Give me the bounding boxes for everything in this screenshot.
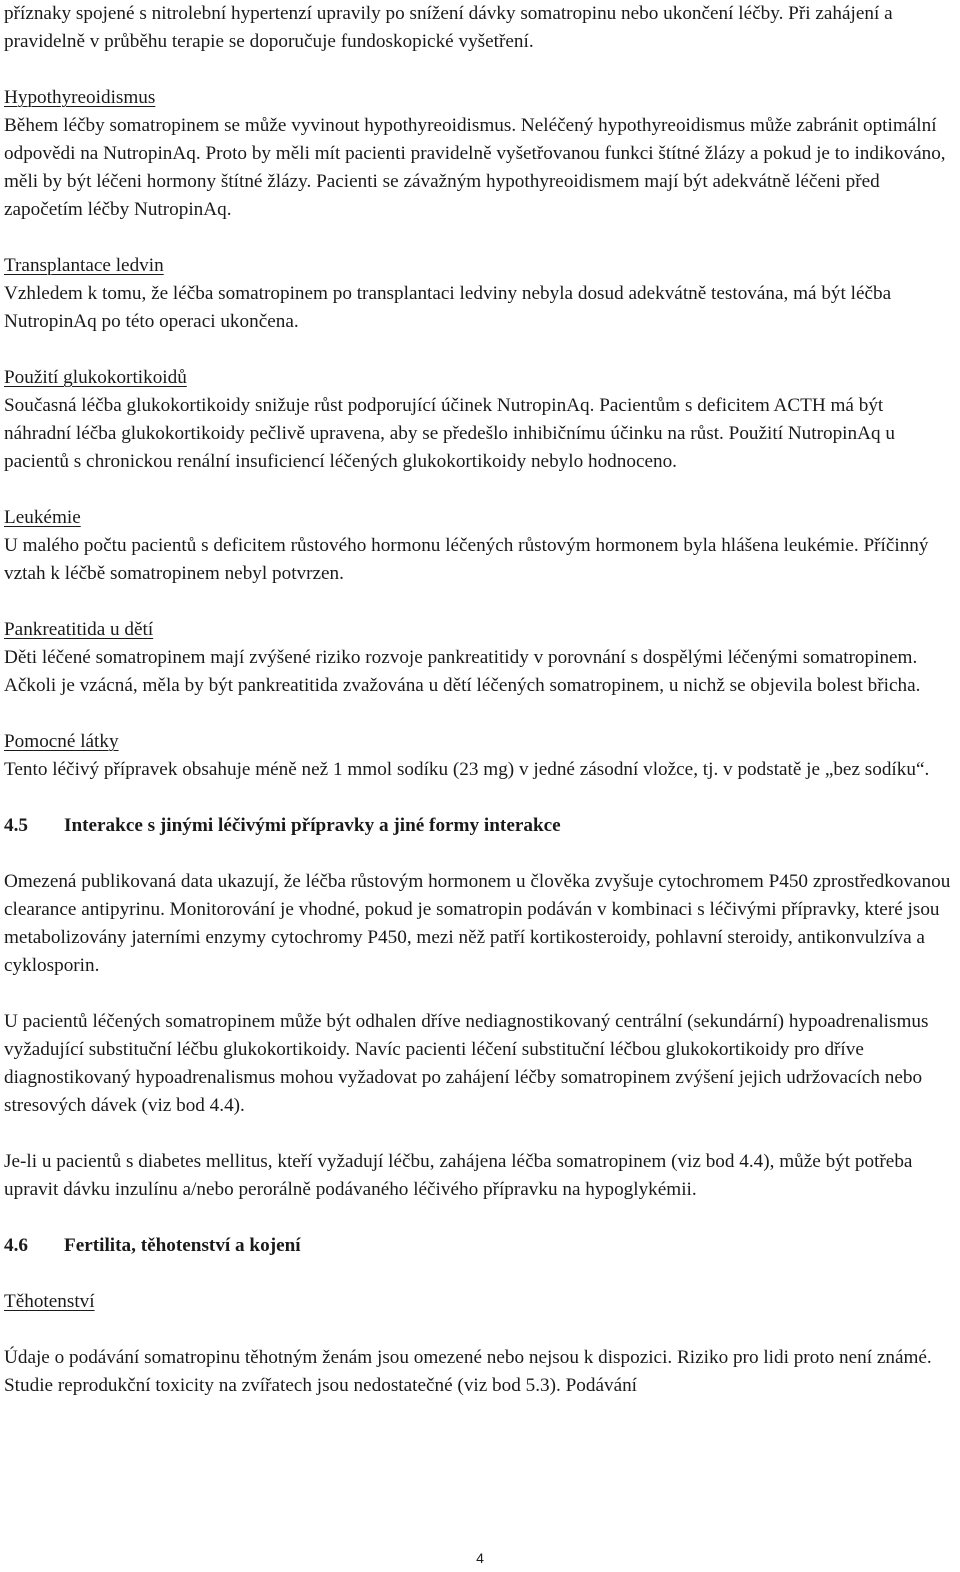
section-4-6 bbox=[4, 1232, 954, 1400]
excipients-block bbox=[4, 728, 954, 784]
pancreatitis-block bbox=[4, 616, 954, 700]
leukemia-heading: Leukémie bbox=[4, 507, 81, 528]
glucocorticoids-block bbox=[4, 364, 954, 476]
pregnancy-text: Údaje o podávání somatropinu těhotným ženám jsou omezené nebo nejsou k dispozici. Riziko pro lidi proto není známé. Studie reprodukční toxicity na zvířatech jsou nedostatečné (viz bod 5.3). Podávání bbox=[4, 1347, 932, 1396]
page-number: 4 bbox=[476, 1550, 484, 1566]
hypothyroid-block bbox=[4, 84, 954, 224]
leukemia-text: U malého počtu pacientů s deficitem růstového hormonu léčených růstovým hormonem byla hlášena leukémie. Příčinný vztah k léčbě somatropinem nebyl potvrzen. bbox=[4, 535, 929, 584]
excipients-text: Tento léčivý přípravek obsahuje méně než 1 mmol sodíku (23 mg) v jedné zásodní vložce, tj. v podstatě je „bez sodíku“. bbox=[4, 759, 930, 780]
hypothyroid-heading: Hypothyreoidismus bbox=[4, 87, 156, 108]
transplant-block bbox=[4, 252, 954, 336]
pregnancy-heading: Těhotenství bbox=[4, 1291, 95, 1312]
section-4-5-number: 4.5 bbox=[4, 815, 28, 836]
glucocorticoids-text: Současná léčba glukokortikoidy snižuje růst podporující účinek NutropinAq. Pacientům s deficitem ACTH má být náhradní léčba glukokortikoidy pečlivě upravena, aby se předešlo inhibičnímu účinku na růst. Použití NutropinAq u pacientů s chronickou renální insuficiencí léčených glukokortikoidy nebylo hodnoceno. bbox=[4, 395, 895, 472]
section-4-6-number: 4.6 bbox=[4, 1235, 28, 1256]
transplant-text: Vzhledem k tomu, že léčba somatropinem po transplantaci ledviny nebyla dosud adekvátně testována, má být léčba NutropinAq po této operaci ukončena. bbox=[4, 283, 892, 332]
section-4-6-title bbox=[4, 1232, 954, 1260]
pancreatitis-text: Děti léčené somatropinem mají zvýšené riziko rozvoje pankreatitidy v porovnání s dospělými léčenými somatropinem. Ačkoli je vzácná, měla by být pankreatitida zvažována u dětí léčených somatropinem, u nichž se objevila bolest břicha. bbox=[4, 647, 921, 696]
glucocorticoids-heading: Použití glukokortikoidů bbox=[4, 367, 187, 388]
section-4-5 bbox=[4, 812, 954, 1204]
section-4-5-heading: Interakce s jinými léčivými přípravky a jiné formy interakce bbox=[64, 815, 561, 836]
intro-paragraph: příznaky spojené s nitrolební hypertenzí upravily po snížení dávky somatropinu nebo ukončení léčby. Při zahájení a pravidelně v průběhu terapie se doporučuje fundoskopické vyšetření. bbox=[4, 3, 893, 52]
leukemia-block bbox=[4, 504, 954, 588]
section-4-6-heading: Fertilita, těhotenství a kojení bbox=[64, 1235, 301, 1256]
hypothyroid-text: Během léčby somatropinem se může vyvinout hypothyreoidismus. Neléčený hypothyreoidismus může zabránit optimální odpovědi na NutropinAq. Proto by měli mít pacienti pravidelně vyšetřovanou funkci štítné žlázy a pokud je to indikováno, měli by být léčeni hormony štítné žlázy. Pacienti se závažným hypothyreoidismem mají být adekvátně léčeni před započetím léčby NutropinAq. bbox=[4, 115, 946, 220]
transplant-heading: Transplantace ledvin bbox=[4, 255, 164, 276]
section-4-5-paragraph-1: Omezená publikovaná data ukazují, že léčba růstovým hormonem u člověka zvyšuje cytochromem P450 zprostředkovanou clearance antipyrinu. Monitorování je vhodné, pokud je somatropin podáván v kombinaci s léčivými přípravky, které jsou metabolizovány jaterními enzymy cytochromy P450, mezi něž patří kortikosteroidy, pohlavní steroidy, antikonvulzíva a cyklosporin. bbox=[4, 871, 951, 976]
pancreatitis-heading: Pankreatitida u dětí bbox=[4, 619, 154, 640]
section-4-5-title bbox=[4, 812, 954, 840]
excipients-heading: Pomocné látky bbox=[4, 731, 119, 752]
section-4-5-paragraph-2: U pacientů léčených somatropinem může být odhalen dříve nediagnostikovaný centrální (sekundární) hypoadrenalismus vyžadující substituční léčbu glukokortikoidy. Navíc pacienti léčení substituční léčbou glukokortikoidy pro dříve diagnostikovaný hypoadrenalismus mohou vyžadovat po zahájení léčby somatropinem zvýšení jejich udržovacích nebo stresových dávek (viz bod 4.4). bbox=[4, 1011, 929, 1116]
document-page bbox=[4, 0, 954, 1400]
section-4-5-paragraph-3: Je-li u pacientů s diabetes mellitus, kteří vyžadují léčbu, zahájena léčba somatropinem (viz bod 4.4), může být potřeba upravit dávku inzulínu a/nebo perorálně podávaného léčivého přípravku na hypoglykémii. bbox=[4, 1151, 913, 1200]
